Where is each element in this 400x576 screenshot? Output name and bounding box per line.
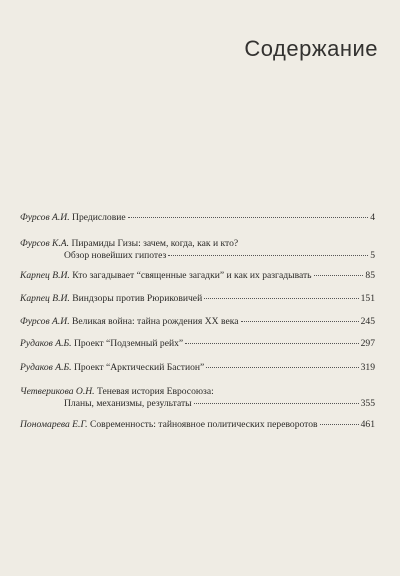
entry-page: 461 — [360, 419, 375, 430]
toc-entry — [20, 316, 375, 328]
entry-author: Пономарева Е.Г. — [20, 419, 88, 430]
leader-dots — [206, 366, 358, 368]
entry-page: 245 — [360, 316, 375, 327]
leader-dots — [128, 216, 369, 218]
entry-page: 5 — [370, 250, 375, 261]
entry-page: 297 — [360, 338, 375, 349]
leader-dots — [241, 320, 359, 322]
entry-page: 4 — [370, 212, 375, 223]
entry-title: Предисловие — [72, 212, 126, 223]
entry-author: Фурсов А.И. — [20, 212, 70, 223]
entry-author: Рудаков А.Б. — [20, 362, 72, 373]
entry-author: Карпец В.И. — [20, 270, 70, 281]
leader-dots — [204, 297, 358, 299]
toc-entry — [20, 293, 375, 305]
leader-dots — [185, 342, 358, 344]
leader-dots — [168, 254, 368, 256]
entry-title-cont: Планы, механизмы, результаты — [64, 398, 192, 409]
entry-author: Четверикова О.Н. — [20, 386, 95, 397]
entry-title: Проект “Арктический Бастион” — [73, 362, 205, 373]
entry-author: Карпец В.И. — [20, 293, 70, 304]
entry-title: Проект “Подземный рейх” — [73, 338, 184, 349]
toc-entry — [20, 419, 375, 431]
entry-title-cont: Обзор новейших гипотез — [64, 250, 167, 261]
toc-entry — [20, 212, 375, 224]
toc-entry — [20, 362, 375, 374]
leader-dots — [320, 423, 359, 425]
leader-dots — [314, 274, 364, 276]
entry-page: 85 — [365, 270, 375, 281]
page-title: Содержание — [244, 36, 378, 61]
entry-title: Великая война: тайна рождения XX века — [72, 316, 239, 327]
entry-author: Фурсов К.А. — [20, 238, 70, 249]
toc-entry — [20, 238, 375, 262]
entry-page: 355 — [360, 398, 375, 409]
toc-entry — [20, 338, 375, 350]
entry-page: 151 — [360, 293, 375, 304]
entry-title: Кто загадывает “священные загадки” и как их разгадывать — [72, 270, 312, 281]
toc-entry — [20, 270, 375, 282]
entry-title: Современность: тайноявное политических переворотов — [89, 419, 318, 430]
entry-title: Виндзоры против Рюриковичей — [72, 293, 203, 304]
entry-author: Рудаков А.Б. — [20, 338, 72, 349]
entry-title: Пирамиды Гизы: зачем, когда, как и кто? — [71, 238, 239, 249]
leader-dots — [194, 402, 359, 404]
entry-page: 319 — [360, 362, 375, 373]
entry-title: Теневая история Евросоюза: — [96, 386, 214, 397]
toc-entry — [20, 386, 375, 410]
entry-author: Фурсов А.И. — [20, 316, 70, 327]
